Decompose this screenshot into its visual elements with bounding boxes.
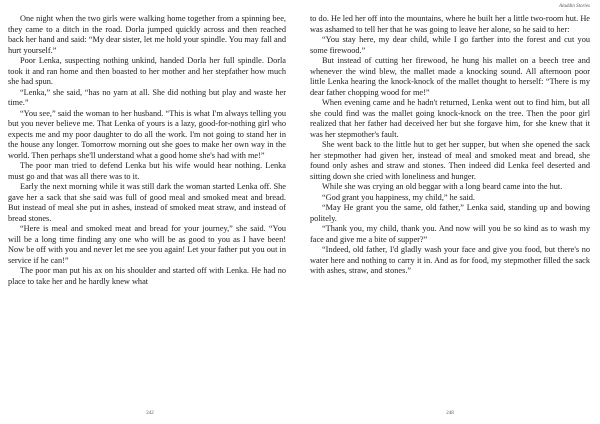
paragraph: Early the next morning while it was still dark the woman started Lenka off. She gave her a sack that she said was full of good meal and smoked meat and bread. But instead of meal she put in ashes, instead of smoked meat straw, and instead of bread stones. (8, 182, 286, 223)
paragraph: She went back to the little hut to get her supper, but when she opened the sack her stepmother had given her, instead of meal and smoked meat and bread, she found only ashes and straw and stones. Then indeed did Lenka feel deserted and sitting down she cried with loneliness and hunger. (310, 140, 590, 181)
right-page (300, 0, 600, 424)
paragraph: One night when the two girls were walking home together from a spinning bee, they came to a ditch in the road. Dorla jumped quickly across and then reached back her hand and said: “My dear sister, let me hold your spindle. You may fall and hurt yourself.” (8, 14, 286, 55)
right-page-text (310, 14, 590, 277)
page-number-right: 248 (446, 411, 454, 416)
paragraph: “God grant you happiness, my child,” he said. (322, 192, 475, 202)
running-head: Aladdin Stories (559, 4, 590, 9)
paragraph: While she was crying an old beggar with a long beard came into the hut. (322, 182, 563, 191)
paragraph: Poor Lenka, suspecting nothing unkind, handed Dorla her full spindle. Dorla took it and ran home and then boasted to her mother and her stepfather how much she had spun. (8, 56, 286, 86)
paragraph: But instead of cutting her firewood, he hung his mallet on a beech tree and whenever the wind blew, the mallet made a knocking sound. All afternoon poor little Lenka hearing the knock-knock of the mallet thought to herself: “There is my dear father chopping wood for me!” (310, 56, 590, 97)
paragraph: “Here is meal and smoked meat and bread for your journey,” she said. “You will be a long time finding any one who will be as good to you as I have been! Now be off with you and never let me see you again! Let your father put you out in service if he can!” (8, 224, 286, 265)
paragraph: “May He grant you the same, old father,” Lenka said, standing up and bowing politely. (310, 203, 590, 223)
left-page-text (8, 14, 286, 287)
paragraph: “Indeed, old father, I'd gladly wash your face and give you food, but there's no water here and nothing to carry it in. And as for food, my stepmother filled the sack with ashes, straw, and stones.” (310, 245, 590, 275)
paragraph: “You stay here, my dear child, while I go farther into the forest and cut you some firewood.” (310, 35, 590, 55)
paragraph: When evening came and he hadn't returned, Lenka went out to find him, but all she could find was the mallet going knock-knock on the tree. Then the poor girl realized that her father had deceived her but she forgave him, for she knew that it was her stepmother's fault. (310, 98, 590, 139)
paragraph: The poor man put his ax on his shoulder and started off with Lenka. He had no place to take her and he hardly knew what (8, 266, 286, 286)
paragraph: “Thank you, my child, thank you. And now will you be so kind as to wash my face and give me a bite of supper?” (310, 224, 590, 244)
paragraph: “Lenka,” she said, “has no yarn at all. She did nothing but play and waste her time.” (8, 87, 286, 107)
page-number-left: 242 (146, 411, 154, 416)
paragraph-continuation: to do. He led her off into the mountains, where he built her a little two-room hut. He was ashamed to tell her that he was going to leave her alone, so he said to her: (310, 14, 590, 34)
paragraph: “You see,” said the woman to her husband. “This is what I'm always telling you but you never believe me. That Lenka of yours is a lazy, good-for-nothing girl who expects me and my poor daughter to do all the work. I'm not going to stand her in the house any longer. Tomorrow morning out she goes to make her own way in the world. Then perhaps she'll understand what a good home she's had with me!” (8, 108, 286, 160)
paragraph: The poor man tried to defend Lenka but his wife would hear nothing. Lenka must go and that was all there was to it. (8, 161, 286, 181)
